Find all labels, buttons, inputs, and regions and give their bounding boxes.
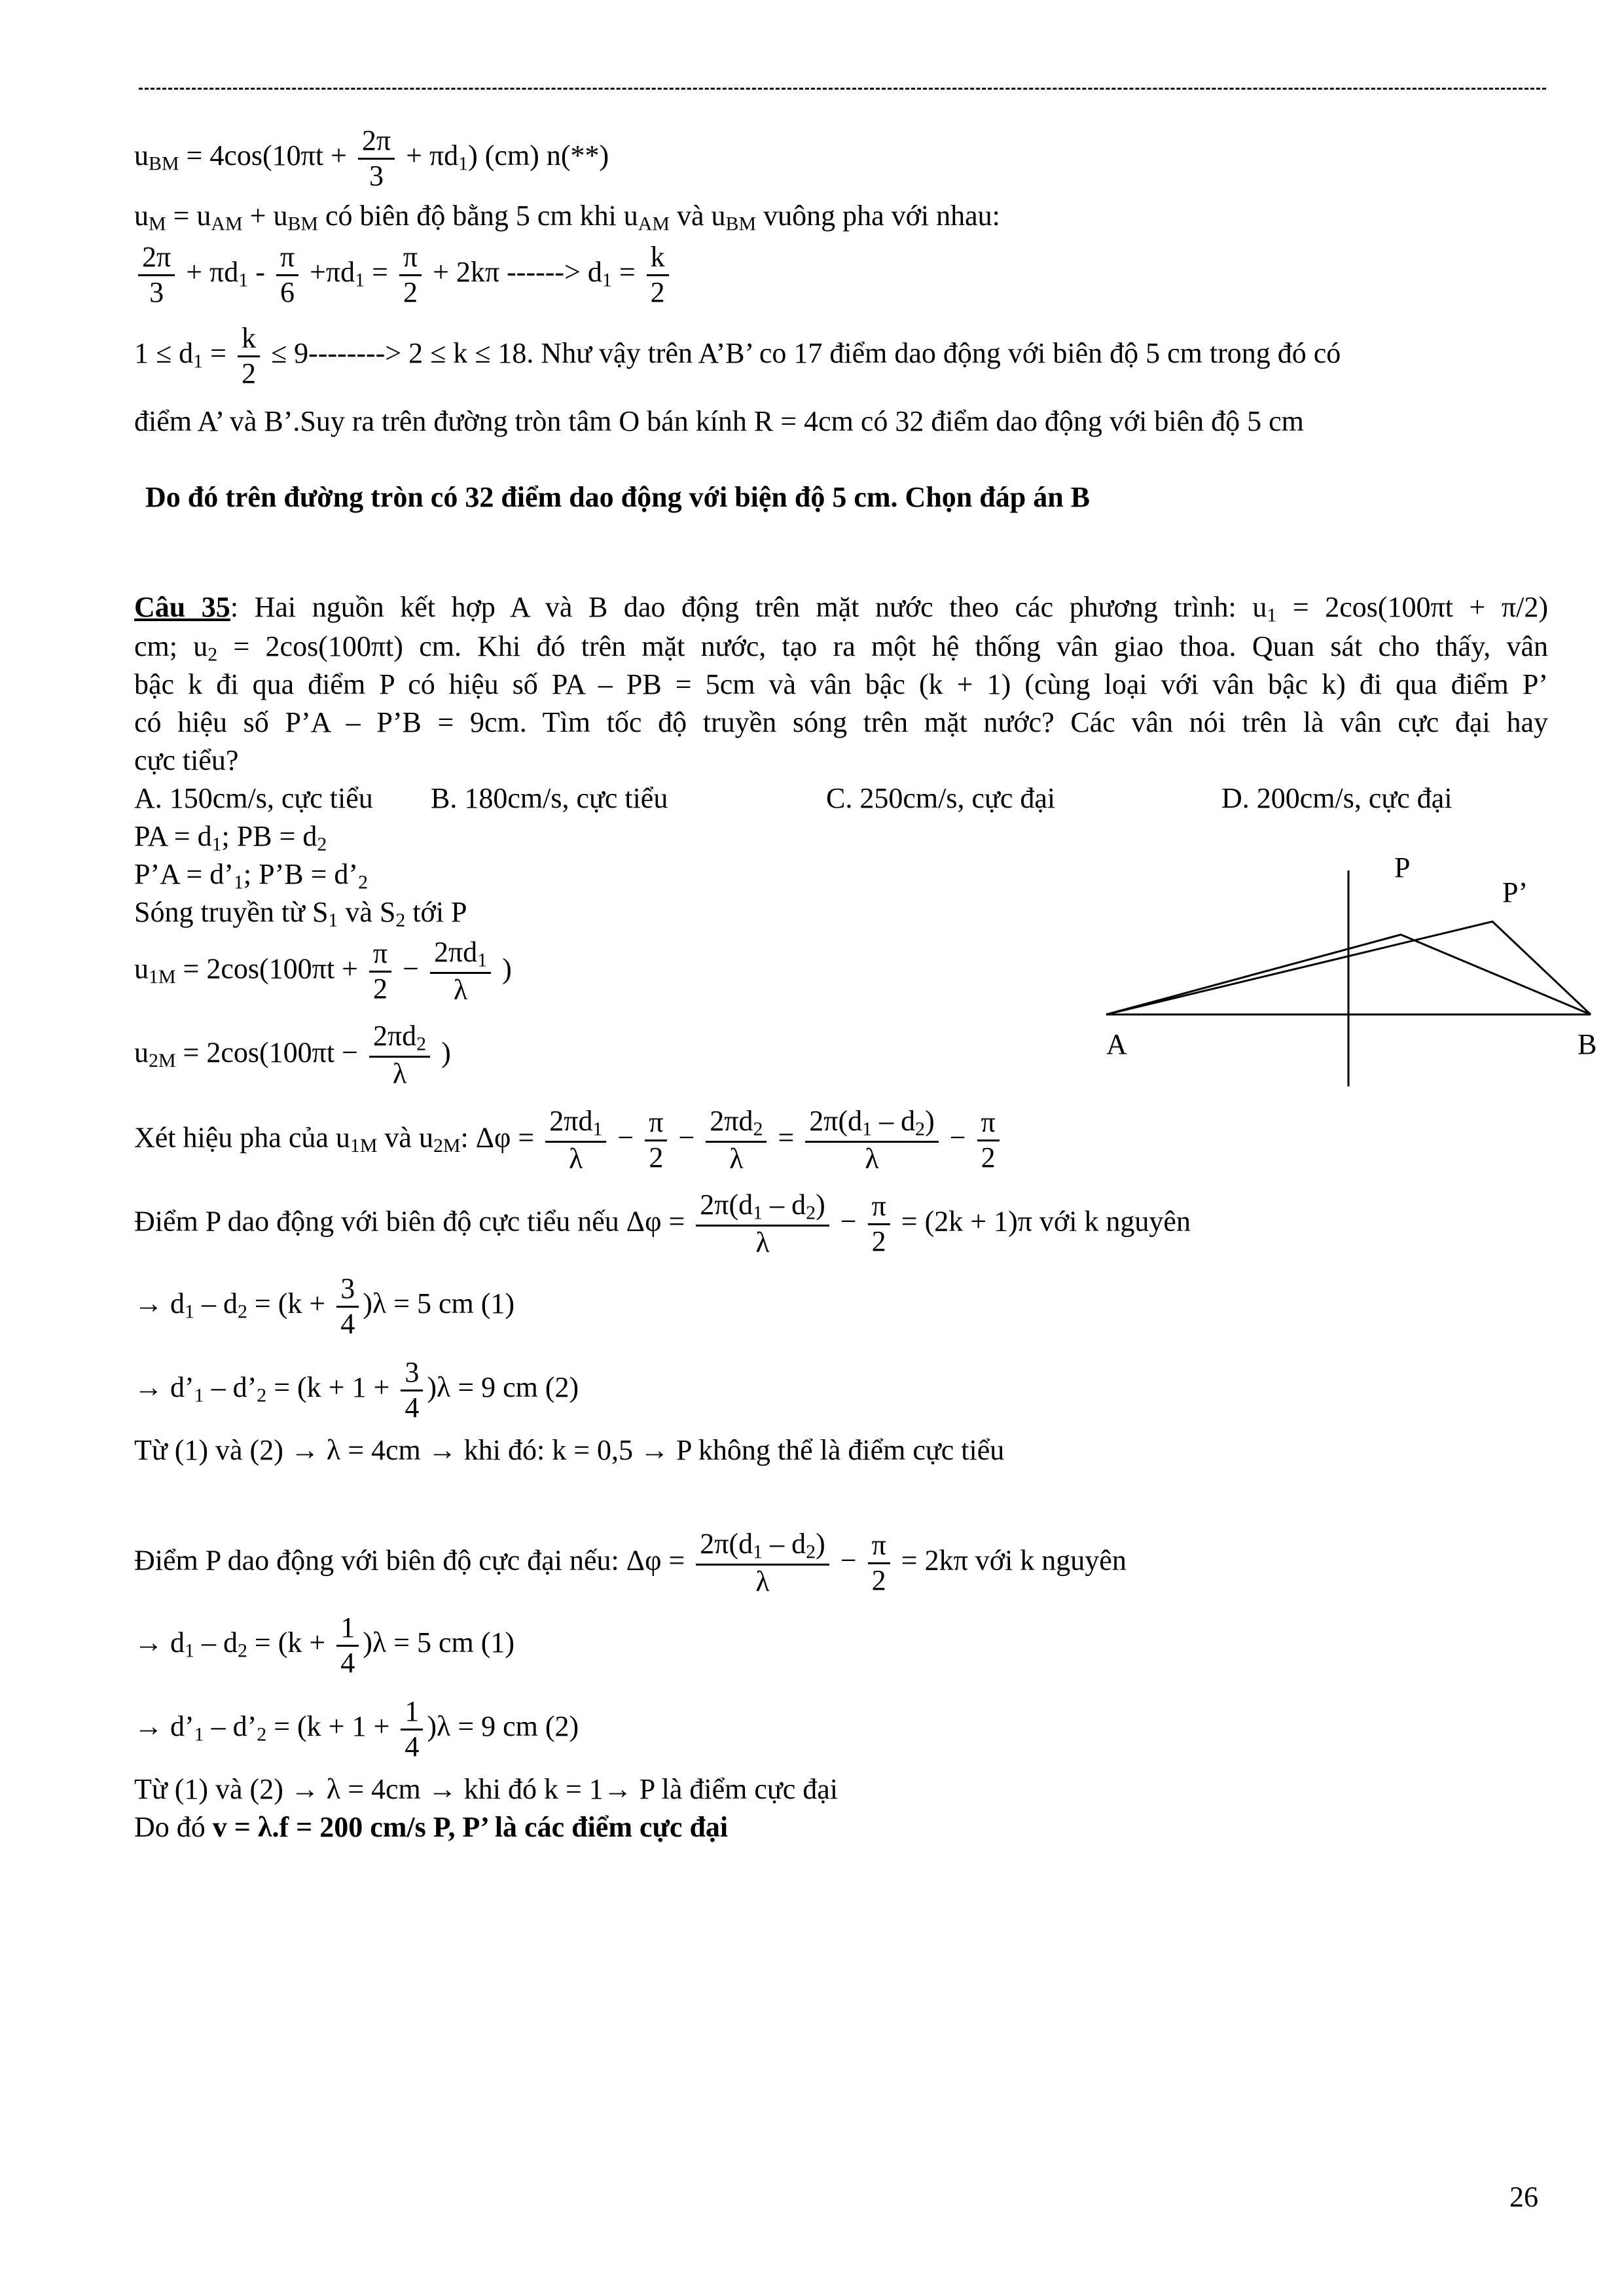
ubm-equation: $u_{BM} = 4\cos(10\pi t$ + $\frac{2\pi}{3}$ + $\pi d_1$) (cm) n(**) [134,124,609,192]
option-d: D. 200cm/s, cực đại [1221,782,1453,814]
label-p: P [1394,852,1411,884]
max-conclusion: Từ (1) và (2) → λ = 4cm → khi đó k = 1→ P là điểm cực đại [134,1773,839,1805]
minimum-condition: Điểm P dao động với biên độ cực tiểu nếu Δφ = $\frac{2\pi(d_1 - d_2)}{\lambda}$ − $\frac{\pi}{2}$ = (2k + 1)π với k nguyên [134,1189,1191,1259]
header-dashed-rule [139,88,1546,90]
solution-waves: Sóng truyền từ $S_1$ và $S_2$ tới P [134,896,467,931]
interference-diagram [1087,851,1610,1100]
question-line-3: bậc k đi qua điểm P có hiệu số PA – PB = 5cm và vân bậc (k + 1) (cùng loại với vân bậc k) đi qua điểm P’ [134,668,1548,700]
label-a: A [1106,1028,1127,1060]
min-eq-1: → $d_1 - d_2 = (k$ + $\frac{3}{4}$ )λ = 5 cm (1) [134,1272,515,1340]
question-line-2: cm; $u_2 = 2\cos(100\pi t)$ cm. Khi đó trên mặt nước, tạo ra một hệ thống vân giao thoa. Quan sát cho thấy, vân [134,630,1548,666]
question-line-1: Câu 35: Hai nguồn kết hợp A và B dao động trên mặt nước theo các phương trình: $u_1 = 2\cos(100\pi t + \pi/2)$ [134,591,1549,626]
fraction: $\frac{2\pi}{3}$ [358,124,395,192]
label-p-prime: P’ [1502,876,1528,908]
range-line-2: điểm A’ và B’.Suy ra trên đường tròn tâm O bán kính R = 4cm có 32 điểm dao động với biên độ 5 cm [134,405,1304,437]
um-sum-line: $u_M = u_{AM} + u_{BM}$ có biên độ bằng 5 cm khi $u_{AM}$ và $u_{BM}$ vuông pha với nhau: [134,200,1000,235]
phase-equation: $\frac{2\pi}{3}$ + $\pi d_1$ - $\frac{\pi}{6}$ $+\pi d_1$ = $\frac{\pi}{2}$ + 2kπ ------> $d_1$ = $\frac{k}{2}$ [134,241,673,309]
conclusion: Do đó trên đường tròn có 32 điểm dao động với biện độ 5 cm. Chọn đáp án B [145,481,1091,513]
phase-difference: Xét hiệu pha của $u_{1M}$ và $u_{2M}$: Δφ = $\frac{2\pi d_1}{\lambda}$ − $\frac{\pi}{2}$ − $\frac{2\pi d_2}{\lambda}$ = $\frac{2\pi(d_1 - d_2)}{\lambda}$ − $\frac{\pi}{2}$ [134,1105,1003,1175]
max-eq-2: → $d’_1$ – $d’_2 = (k + 1$ + $\frac{1}{4}$ )λ = 9 cm (2) [134,1695,579,1763]
option-a: A. 150cm/s, cực tiểu [134,782,373,814]
maximum-condition: Điểm P dao động với biên độ cực đại nếu: Δφ = $\frac{2\pi(d_1 - d_2)}{\lambda}$ − $\frac{\pi}{2}$ = 2kπ với k nguyên [134,1528,1127,1598]
question-line-5: cực tiểu? [134,744,239,776]
final-answer: Do đó v = λ.f = 200 cm/s P, P’ là các điểm cực đại [134,1811,729,1843]
max-eq-1: → $d_1 - d_2 = (k$ + $\frac{1}{4}$ )λ = 5 cm (1) [134,1611,515,1679]
range-line: $1 \le d_1$ = $\frac{k}{2}$ ≤ 9--------> 2 ≤ k ≤ 18. Như vậy trên A’B’ co 17 điểm dao động với biên độ 5 cm trong đó có [134,322,1341,389]
min-conclusion: Từ (1) và (2) → λ = 4cm → khi đó: k = 0,5 → P không thể là điểm cực tiểu [134,1434,1005,1466]
page-number: 26 [1509,2181,1538,2213]
u2m-equation: $u_{2M} = 2\cos(100\pi t$ − $\frac{2\pi d_2}{\lambda}$ ) [134,1020,451,1090]
min-eq-2: → $d’_1$ – $d’_2 = (k + 1$ + $\frac{3}{4}$ )λ = 9 cm (2) [134,1356,579,1424]
label-b: B [1578,1028,1597,1060]
option-c: C. 250cm/s, cực đại [826,782,1056,814]
solution-p2a-p2b: P’A = $d’_1$; P’B = $d’_2$ [134,858,369,893]
option-b: B. 180cm/s, cực tiểu [431,782,668,814]
question-line-4: có hiệu số P’A – P’B = 9cm. Tìm tốc độ truyền sóng trên mặt nước? Các vân nói trên là vân cực đại hay [134,706,1548,738]
solution-pa-pb: PA = $d_1$; PB = $d_2$ [134,820,327,855]
u1m-equation: $u_{1M} = 2\cos(100\pi t$ + $\frac{\pi}{2}$ − $\frac{2\pi d_1}{\lambda}$ ) [134,936,512,1006]
